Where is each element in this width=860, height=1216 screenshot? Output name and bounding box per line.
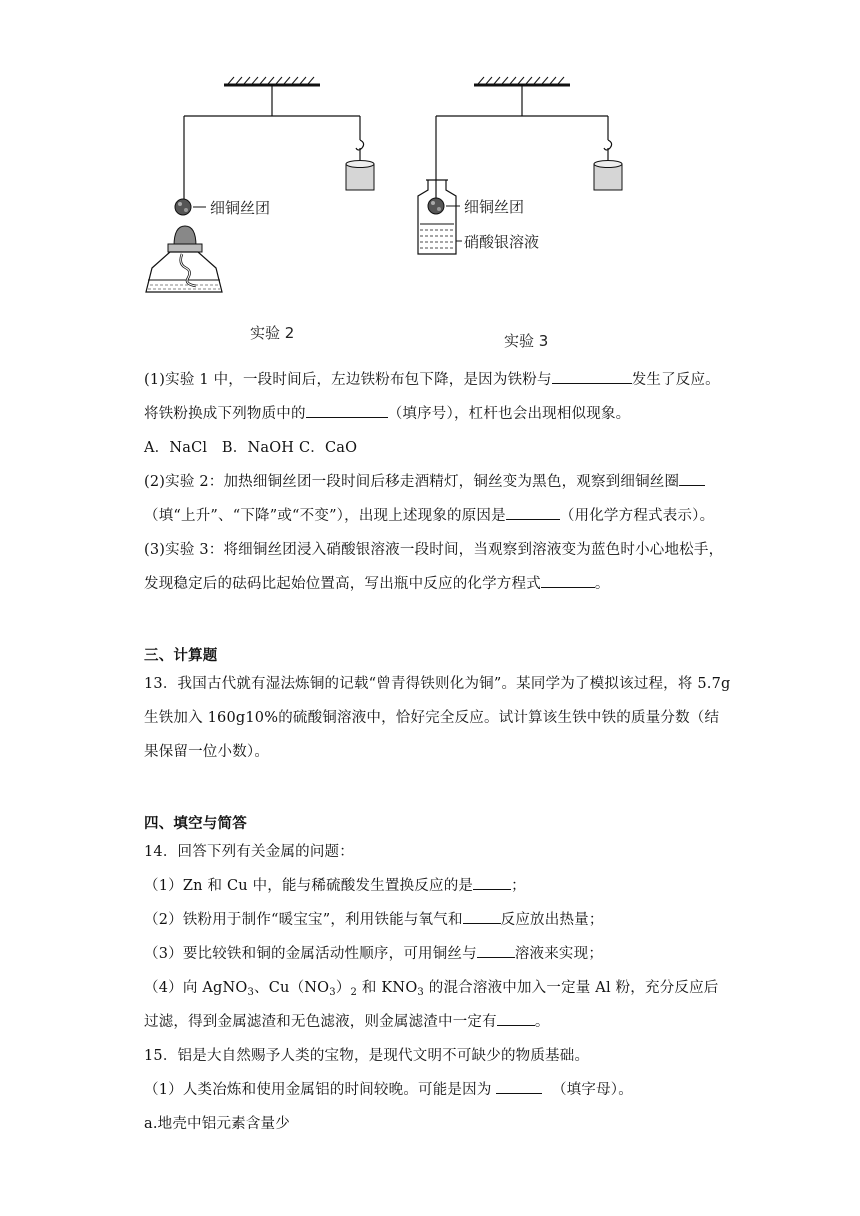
answer-blank[interactable] — [496, 1079, 542, 1094]
q13-line1: 13．我国古代就有湿法炼铜的记载“曾青得铁则化为铜”。某同学为了模拟该过程，将 5.7g — [144, 676, 731, 692]
experiment-figure — [130, 60, 730, 360]
answer-blank[interactable] — [541, 573, 595, 588]
q13-line3: 果保留一位小数）。 — [144, 744, 270, 760]
q12-part2-line1: (2)实验 2：加热细铜丝团一段时间后移走酒精灯，铜丝变为黑色，观察到细铜丝圈 — [144, 470, 705, 491]
q13-line2: 生铁加入 160g10%的硫酸铜溶液中，恰好完全反应。试计算该生铁中铁的质量分数（结 — [144, 710, 720, 726]
answer-blank[interactable] — [463, 909, 501, 924]
q12-part1-line1: (1)实验 1 中，一段时间后，左边铁粉布包下降，是因为铁粉与 发生了反应。 — [144, 368, 720, 389]
q14-part1: （1）Zn 和 Cu 中，能与稀硫酸发生置换反应的是 ； — [144, 874, 526, 895]
copper-wire-label-exp3: 细铜丝团 — [464, 198, 525, 216]
answer-blank[interactable] — [552, 369, 632, 384]
q15-title: 15．铝是大自然赐予人类的宝物，是现代文明不可缺少的物质基础。 — [144, 1048, 590, 1064]
answer-blank[interactable] — [679, 471, 705, 486]
experiment-2-apparatus — [146, 77, 374, 292]
q14-part3: （3）要比较铁和铜的金属活动性顺序，可用铜丝与 溶液来实现； — [144, 942, 603, 963]
section-3-heading: 三、计算题 — [144, 647, 218, 664]
q15-part1: （1）人类冶炼和使用金属铝的时间较晚。可能是因为 （填字母）。 — [144, 1078, 633, 1099]
q15-option-a: a.地壳中铝元素含量少 — [144, 1116, 290, 1132]
silver-nitrate-label: 硝酸银溶液 — [464, 233, 540, 251]
q14-part4-line1: （4）向 AgNO$_3$、$Cu(NO_3)_2$ 和 $KNO_3$ 的混合溶液中加入一定量 Al 粉，充分反应后 — [144, 980, 719, 998]
section-4-heading: 四、填空与简答 — [144, 815, 247, 832]
q12-options: A．NaCl B．NaOH C．CaO — [144, 440, 358, 456]
answer-blank[interactable] — [473, 875, 511, 890]
q12-part1-line2: 将铁粉换成下列物质中的 （填序号），杠杆也会出现相似现象。 — [144, 402, 630, 423]
answer-blank[interactable] — [306, 403, 388, 418]
answer-blank[interactable] — [506, 505, 560, 520]
answer-blank[interactable] — [477, 943, 515, 958]
q14-title: 14．回答下列有关金属的问题： — [144, 844, 354, 860]
q12-part2-line2: （填“上升”、“下降”或“不变”），出现上述现象的原因是 （用化学方程式表示）。 — [144, 504, 714, 525]
q14-part4-line2: 过滤，得到金属滤渣和无色滤液，则金属滤渣中一定有 。 — [144, 1010, 550, 1031]
q14-part2: （2）铁粉用于制作“暖宝宝”，利用铁能与氧气和 反应放出热量； — [144, 908, 604, 929]
q12-part3-line2: 发现稳定后的砝码比起始位置高，写出瓶中反应的化学方程式 。 — [144, 572, 610, 593]
experiment-2-caption: 实验 2 — [250, 324, 295, 342]
experiment-3-caption: 实验 3 — [504, 332, 549, 350]
experiment-3-apparatus — [418, 77, 622, 254]
q12-part3-line1: (3)实验 3：将细铜丝团浸入硝酸银溶液一段时间，当观察到溶液变为蓝色时小心地松手， — [144, 542, 724, 558]
answer-blank[interactable] — [497, 1011, 535, 1026]
copper-wire-label-exp2: 细铜丝团 — [210, 199, 271, 217]
